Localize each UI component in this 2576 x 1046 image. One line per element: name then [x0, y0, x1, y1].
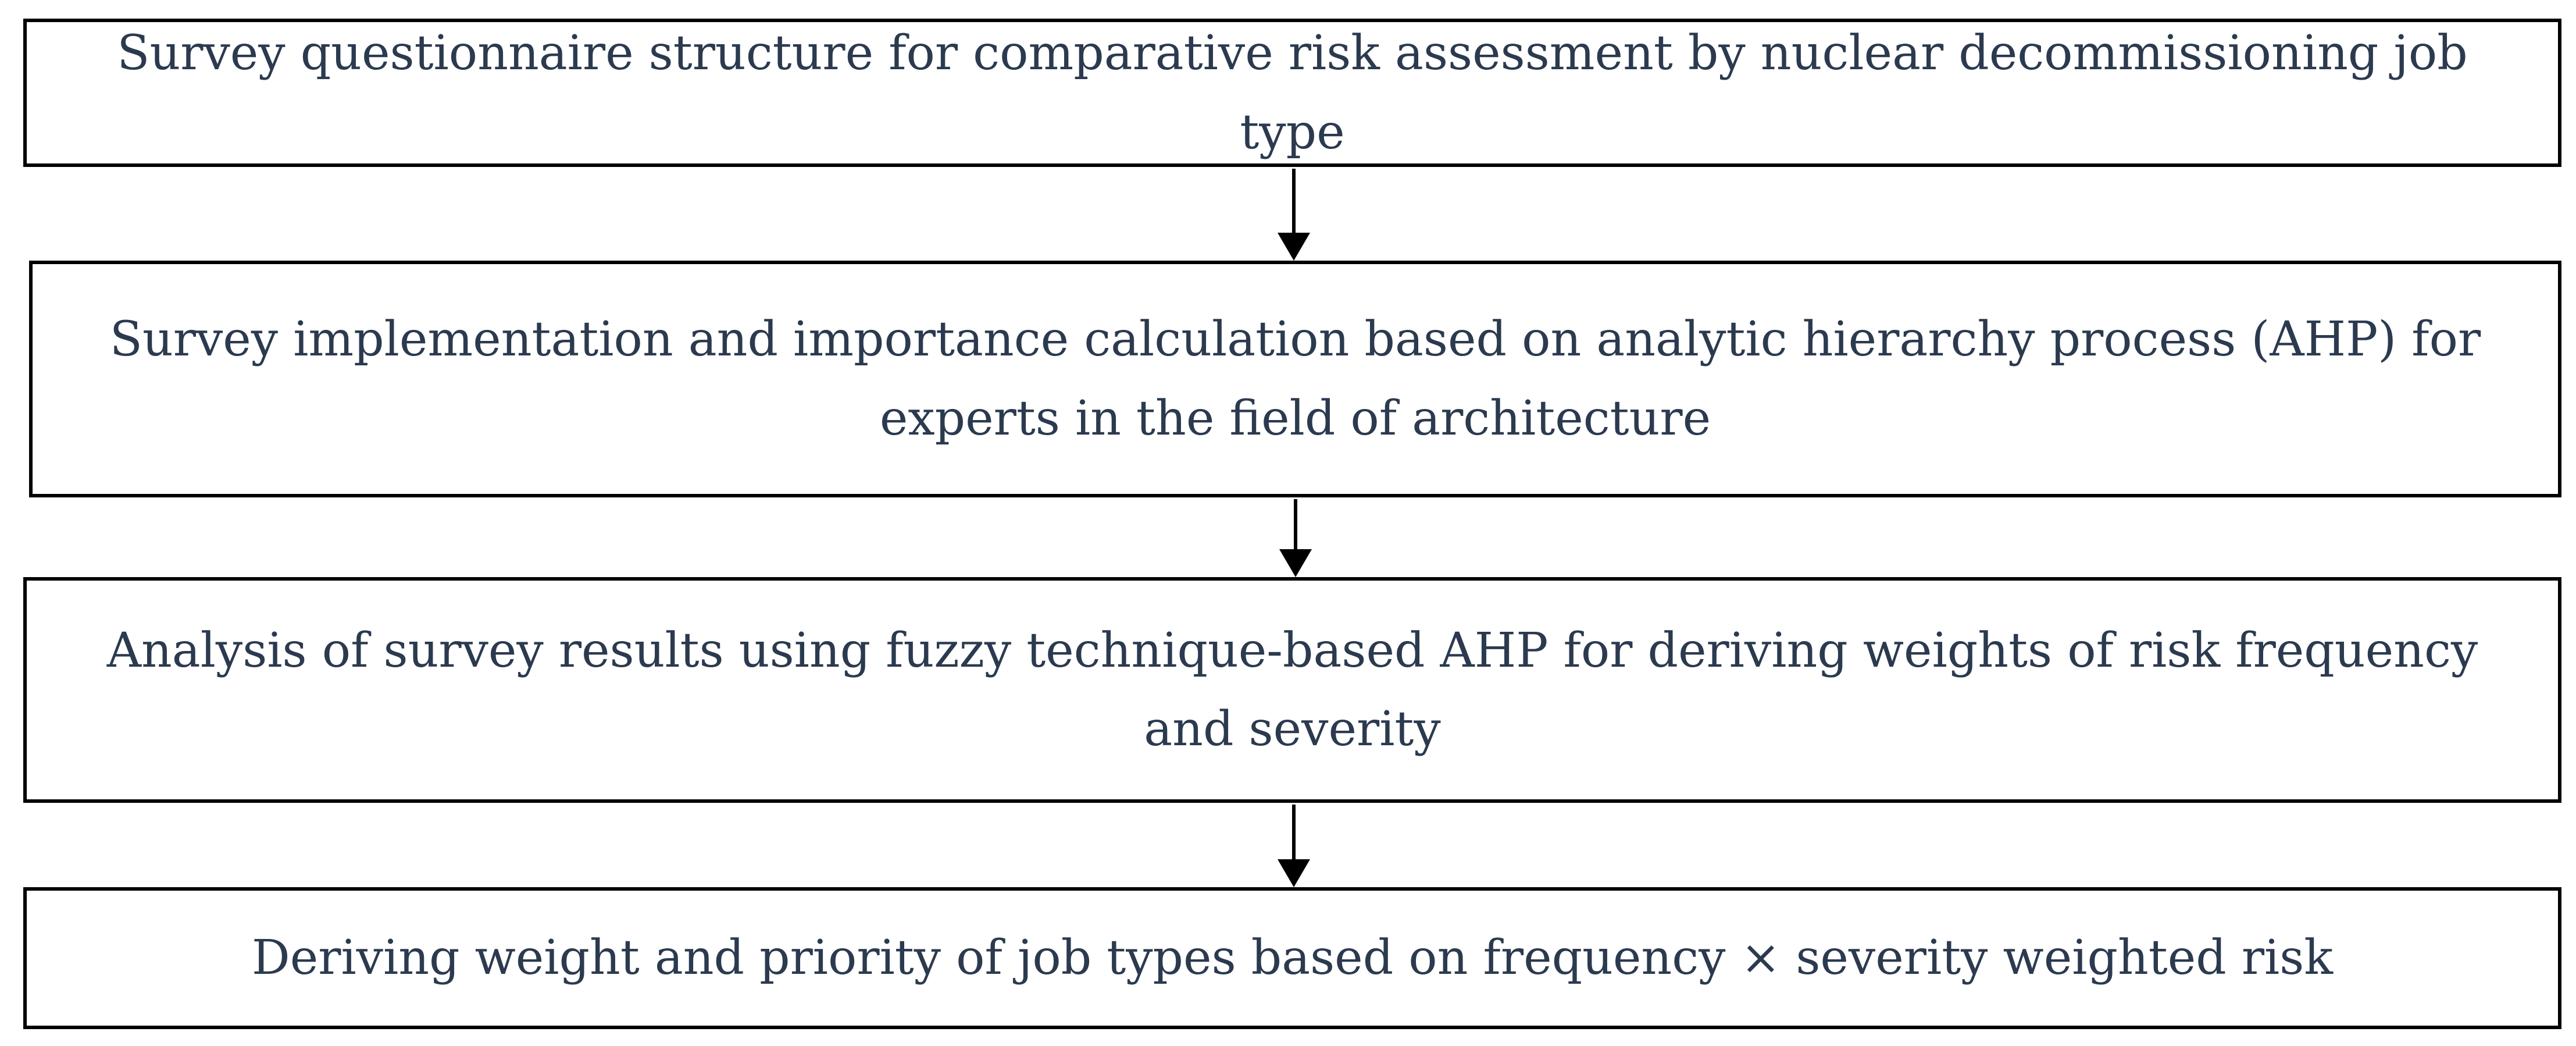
step-label-survey-structure: Survey questionnaire structure for comparative risk assessment by nuclear decommissioning job type — [117, 26, 2468, 160]
step-label-ahp-survey: Survey implementation and importance calculation based on analytic hierarchy process (AHP) for experts in the field of architecture — [109, 312, 2481, 446]
arrowhead-icon — [1278, 859, 1310, 887]
step-label-weighted-risk-priority: Deriving weight and priority of job types based on frequency × severity weighted risk — [251, 930, 2334, 986]
arrowhead-icon — [1279, 549, 1312, 577]
arrow-step1-to-step2 — [1278, 169, 1310, 261]
arrow-step3-to-step4 — [1278, 805, 1310, 887]
step-box-survey-structure — [23, 19, 2561, 167]
step-label-fuzzy-ahp-analysis: Analysis of survey results using fuzzy technique-based AHP for deriving weights of risk frequency and severity — [106, 622, 2478, 757]
step-box-fuzzy-ahp-analysis — [23, 577, 2561, 803]
arrow-step2-to-step3 — [1279, 499, 1312, 577]
step-box-weighted-risk-priority — [23, 887, 2561, 1029]
step-box-ahp-survey — [29, 261, 2561, 497]
arrowhead-icon — [1278, 233, 1310, 261]
